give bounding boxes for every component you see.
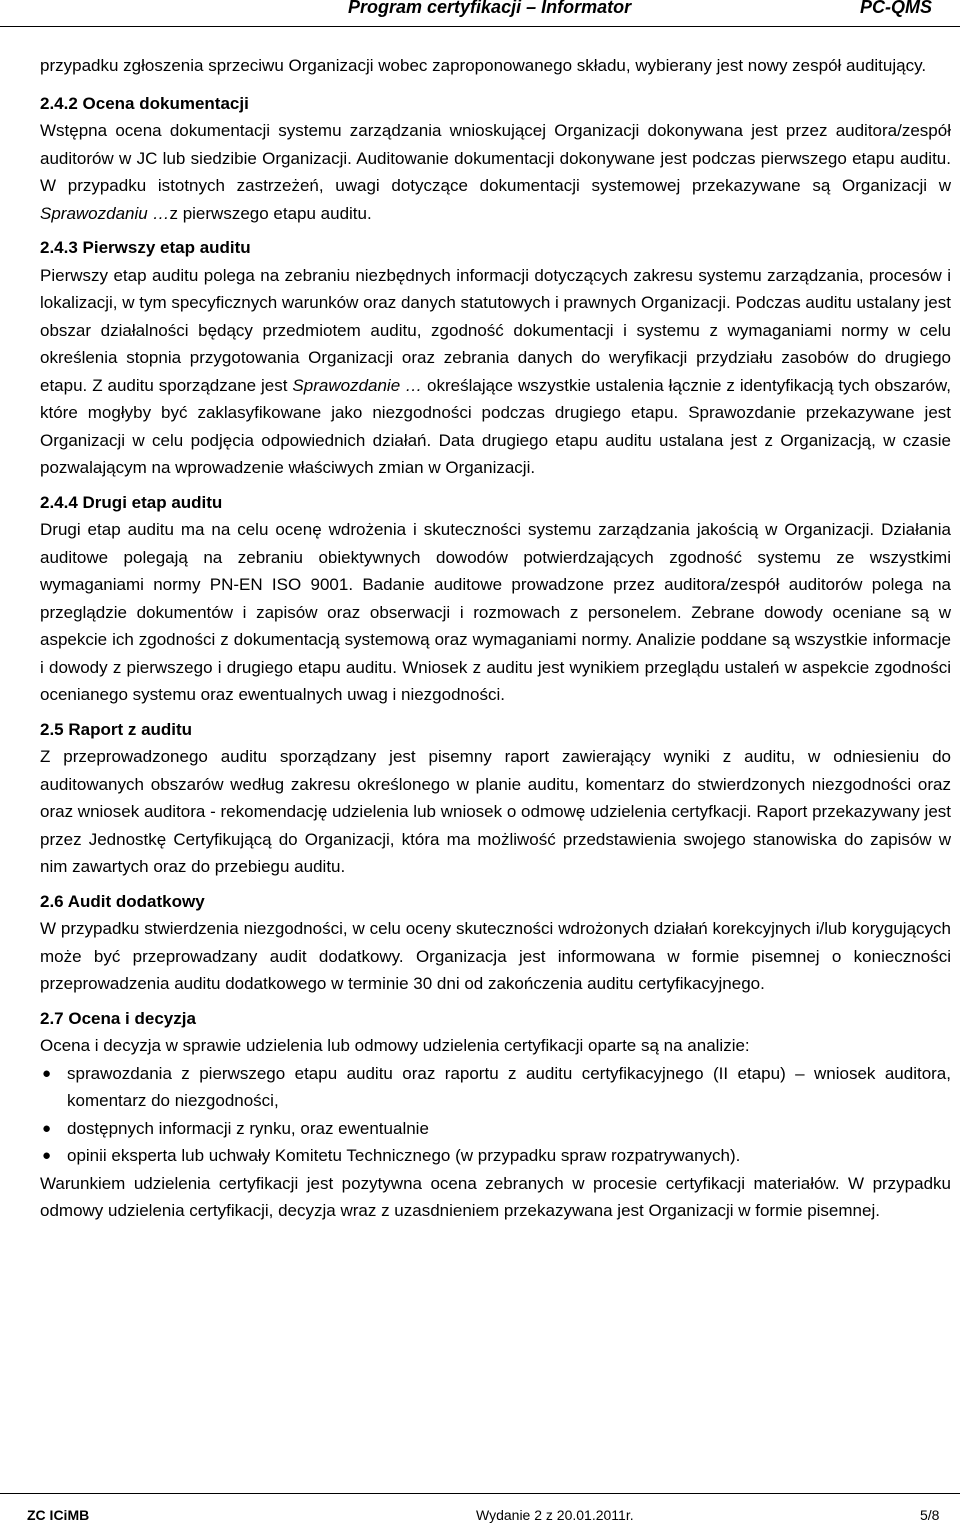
section-2-4-2-paragraph	[40, 117, 951, 227]
section-2-4-2-heading: 2.4.2 Ocena dokumentacji	[40, 93, 249, 113]
section-2-4-3-text-b: określające wszystkie ustalenia łącznie z identyfikacją tych obszarów, które mogłyby być zaklasyfikowane jako niezgodności podczas drugiego etapu. Sprawozdanie przekazywane jest Organizacji w celu podjęcia odpowiednich działań. Data drugiego etapu auditu ustalana jest z Organizacją, w czasie pozwalającym na wprowadzenie właściwych zmian w Organizacji.	[40, 375, 951, 477]
section-2-4-3-text-a: Pierwszy etap auditu polega na zebraniu niezbędnych informacji dotyczących zakresu systemu zarządzania, procesów i lokalizacji, w tym specyficznych warunków oraz danych statutowych i prawnych Organizacji. Podczas auditu ustalany jest obszar działalności będący przedmiotem auditu, zgodność dokumentacji i systemu z wymaganiami normy w celu określenia stopnia przygotowania Organizacji oraz zebrania danych do weryfikacji przydziału zasobów do drugiego etapu. Z auditu sporządzane jest	[40, 265, 951, 395]
section-2-5-paragraph: Z przeprowadzonego auditu sporządzany jest pisemny raport zawierający wyniki z auditu, w odniesieniu do auditowanych obszarów według zakresu określonego w planie auditu, komentarz do stwierdzonych niezgodności oraz oraz wniosek auditora - rekomendację udzielenia lub wniosek o odmowę udzielenia certyfkacji. Raport przekazywany jest przez Jednostkę Certyfikującą do Organizacji, która ma możliwość przedstawienia swojego stanowiska do zapisów w nim zawartych oraz do przebiegu auditu.	[40, 747, 951, 876]
intro-paragraph: przypadku zgłoszenia sprzeciwu Organizacji wobec zaproponowanego składu, wybierany jest nowy zespół auditujący.	[40, 56, 927, 75]
bullet-icon: ●	[42, 1064, 52, 1082]
section-2-6-heading: 2.6 Audit dodatkowy	[40, 891, 205, 911]
section-2-7-bullet-list	[40, 1060, 951, 1170]
section-2-4-2-text-b: z pierwszego etapu auditu.	[169, 203, 372, 223]
section-2-4-4-paragraph: Drugi etap auditu ma na celu ocenę wdrożenia i skuteczności systemu zarządzania jakością w Organizacji. Działania auditowe polegają na zebraniu obiektywnych dowodów potwierdzających zgodność systemu ze wszystkimi wymaganiami normy PN-EN ISO 9001. Badanie auditowe prowadzone przez auditora/zespół auditorów polega na przeglądzie dokumentów i zapisów oraz obserwacji i rozmowach z personelem. Zebrane dowody oceniane są w aspekcie ich zgodności z dokumentacją systemową oraz wymaganiami normy. Analizie poddane są wszystkie informacje i dowody z pierwszego i drugiego etapu auditu. Wniosek z auditu jest wynikiem przeglądu ustaleń w aspekcie zgodności ocenianego systemu oraz ewentualnych uwag i niezgodności.	[40, 520, 951, 704]
header-title: Program certyfikacji – Informator	[348, 0, 632, 17]
list-item-text: dostępnych informacji z rynku, oraz ewentualnie	[67, 1118, 429, 1138]
section-2-4-2-report-ref: Sprawozdaniu …	[40, 203, 170, 223]
section-2-4-2-text-a: Wstępna ocena dokumentacji systemu zarządzania wnioskującej Organizacji dokonywana jest przez auditora/zespół auditorów w JC lub siedzibie Organizacji. Auditowanie dokumentacji dokonywane jest podczas pierwszego etapu auditu. W przypadku istotnych zastrzeżeń, uwagi dotyczące dokumentacji systemowej przekazywane są Organizacji w	[40, 121, 951, 195]
page-footer	[0, 1493, 960, 1529]
footer-organization: ZC ICiMB	[27, 1507, 90, 1523]
header-brand: PC-QMS	[860, 0, 932, 17]
section-2-6-paragraph: W przypadku stwierdzenia niezgodności, w celu oceny skuteczności wdrożonych działań korekcyjnych i/lub korygujących może być przeprowadzany audit dodatkowy. Organizacja jest informowana w formie pisemnej o konieczności przeprowadzenia auditu dodatkowego w terminie 30 dni od zakończenia auditu certyfikacyjnego.	[40, 919, 951, 993]
section-2-4-3-heading: 2.4.3 Pierwszy etap auditu	[40, 238, 251, 257]
section-2-4-3-paragraph	[40, 262, 951, 482]
section-2-4-4-heading: 2.4.4 Drugi etap auditu	[40, 492, 223, 512]
bullet-icon: ●	[42, 1147, 52, 1164]
section-2-7-intro: Ocena i decyzja w sprawie udzielenia lub odmowy udzielenia certyfikacji oparte są na analizie:	[40, 1036, 750, 1055]
page-header	[0, 0, 960, 27]
list-item	[40, 1115, 951, 1143]
document-body	[40, 52, 951, 1225]
footer-edition: Wydanie 2 z 20.01.2011r.	[476, 1507, 634, 1523]
list-item-text: sprawozdania z pierwszego etapu auditu oraz raportu z auditu certyfikacyjnego (II etapu) – wniosek auditora, komentarz do niezgodności,	[67, 1063, 951, 1110]
list-item-text: opinii eksperta lub uchwały Komitetu Technicznego (w przypadku spraw rozpatrywanych).	[67, 1146, 741, 1165]
footer-page-number: 5/8	[920, 1507, 940, 1523]
section-2-5-heading: 2.5 Raport z auditu	[40, 719, 193, 739]
section-2-4-3-report-ref: Sprawozdanie …	[292, 375, 423, 395]
bullet-icon: ●	[42, 1119, 52, 1137]
section-2-7-outro: Warunkiem udzielenia certyfikacji jest pozytywna ocena zebranych w procesie certyfikacji materiałów. W przypadku odmowy udzielenia certyfikacji, decyzja wraz z uzasdnieniem przekazywana jest Organizacji w formie pisemnej.	[40, 1173, 951, 1220]
section-2-7-heading: 2.7 Ocena i decyzja	[40, 1008, 196, 1028]
list-item	[40, 1142, 951, 1170]
list-item	[40, 1060, 951, 1115]
